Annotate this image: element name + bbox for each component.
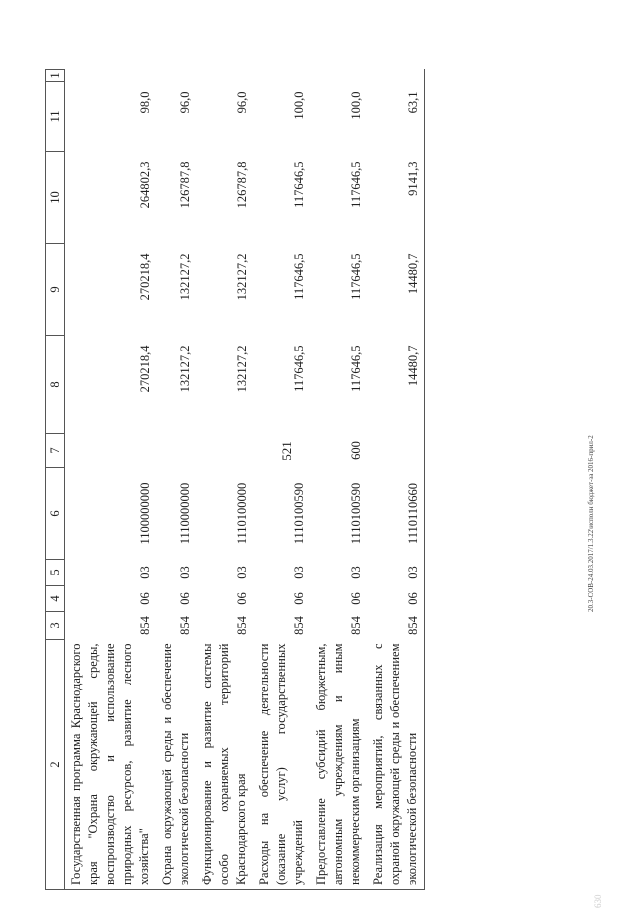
cell-c5: 03 bbox=[138, 566, 152, 579]
column-header: 4 bbox=[46, 586, 65, 612]
cell-c5: 03 bbox=[367, 560, 425, 586]
cell-c10: 117646,5 bbox=[292, 161, 306, 208]
column-header: 10 bbox=[46, 152, 65, 244]
table-row bbox=[156, 70, 196, 890]
cell-c11: 63,1 bbox=[367, 82, 425, 152]
table-row bbox=[65, 70, 157, 890]
cell-c7 bbox=[196, 434, 253, 468]
cell-c9: 270218,4 bbox=[138, 253, 152, 301]
cell-c1 bbox=[367, 70, 425, 82]
cell-c4: 06 bbox=[235, 592, 249, 605]
cell-c1 bbox=[65, 70, 157, 82]
row-name: Предоставление субсидий бюджетным, автономным учреждениям и иным некоммерческим организациям bbox=[310, 640, 367, 890]
cell-c8: 117646,5 bbox=[292, 345, 306, 392]
cell-c3: 854 bbox=[178, 616, 192, 635]
row-name: Охрана окружающей среды и обеспечение экологической безопасности bbox=[156, 640, 196, 890]
cell-c1 bbox=[253, 70, 310, 82]
column-header: 3 bbox=[46, 612, 65, 640]
cell-c11: 98,0 bbox=[138, 91, 152, 114]
cell-c5: 03 bbox=[292, 566, 306, 579]
table-row bbox=[367, 70, 425, 890]
table-row bbox=[253, 70, 310, 890]
column-header: 1 bbox=[46, 70, 65, 82]
cell-c11: 100,0 bbox=[349, 91, 363, 120]
cell-c1 bbox=[310, 70, 367, 82]
cell-c3: 854 bbox=[138, 616, 152, 635]
document-footer-code: 20.3-СОВ-24.03.2017/1.3.22\исполн бюджет-за 2016-прил-2 bbox=[587, 435, 595, 612]
cell-c9: 117646,5 bbox=[349, 253, 363, 300]
column-header: 2 bbox=[46, 640, 65, 890]
cell-c11: 96,0 bbox=[235, 91, 249, 114]
cell-c10: 126787,8 bbox=[178, 161, 192, 209]
cell-c9: 132127,2 bbox=[178, 253, 192, 301]
row-name: Расходы на обеспечение деятельности (оказание услуг) государственных учреждений bbox=[253, 640, 310, 890]
cell-c6: 1110110660 bbox=[367, 468, 425, 560]
cell-c5: 03 bbox=[235, 566, 249, 579]
row-name: Реализация мероприятий, связанных с охраной окружающей среды и обеспечением экологической безопасности bbox=[367, 640, 425, 890]
budget-execution-table bbox=[45, 69, 425, 890]
table-row bbox=[310, 70, 367, 890]
column-header: 11 bbox=[46, 82, 65, 152]
cell-c11: 100,0 bbox=[292, 91, 306, 120]
cell-c4: 06 bbox=[138, 592, 152, 605]
cell-c10: 126787,8 bbox=[235, 161, 249, 209]
column-number-row bbox=[46, 70, 65, 890]
cell-c8: 14480,7 bbox=[367, 336, 425, 434]
corner-page-note: 630 bbox=[593, 894, 603, 908]
cell-c3: 854 bbox=[349, 616, 363, 635]
cell-c10: 9141,3 bbox=[367, 152, 425, 244]
cell-c9: 132127,2 bbox=[235, 253, 249, 301]
cell-c4: 06 bbox=[292, 592, 306, 605]
cell-c4: 06 bbox=[349, 592, 363, 605]
budget-table-container bbox=[45, 70, 545, 890]
cell-c7 bbox=[253, 434, 310, 468]
cell-c10: 117646,5 bbox=[349, 161, 363, 208]
cell-c6: 1110000000 bbox=[178, 482, 192, 545]
row-name: Функционирование и развитие системы особо охраняемых территорий Краснодарского края bbox=[196, 640, 253, 890]
column-header: 9 bbox=[46, 244, 65, 336]
cell-c5: 03 bbox=[349, 566, 363, 579]
column-header: 7 bbox=[46, 434, 65, 468]
cell-c8: 132127,2 bbox=[178, 345, 192, 393]
row-name: Государственная программа Краснодарского края "Охрана окружающей среды, воспроизводство и использование природных ресурсов, развитие лесного хозяйства" bbox=[65, 640, 157, 890]
cell-c7: 600 bbox=[349, 441, 363, 460]
cell-c7 bbox=[65, 434, 157, 468]
cell-c6: 1110100000 bbox=[235, 482, 249, 545]
cell-c3: 854 bbox=[235, 616, 249, 635]
cell-c10: 264802,3 bbox=[138, 161, 152, 209]
cell-c5: 03 bbox=[178, 566, 192, 579]
column-header: 8 bbox=[46, 336, 65, 434]
cell-c1 bbox=[196, 70, 253, 82]
page-number: 521 bbox=[279, 441, 294, 461]
cell-c3: 854 bbox=[367, 612, 425, 640]
cell-c8: 132127,2 bbox=[235, 345, 249, 393]
cell-c6: 1110100590 bbox=[292, 482, 306, 545]
table-row bbox=[196, 70, 253, 890]
cell-c6: 1100000000 bbox=[138, 482, 152, 545]
cell-c9: 14480,7 bbox=[367, 244, 425, 336]
cell-c1 bbox=[156, 70, 196, 82]
column-header: 6 bbox=[46, 468, 65, 560]
cell-c11: 96,0 bbox=[178, 91, 192, 114]
cell-c4: 06 bbox=[178, 592, 192, 605]
cell-c3: 854 bbox=[292, 616, 306, 635]
cell-c8: 270218,4 bbox=[138, 345, 152, 393]
cell-c9: 117646,5 bbox=[292, 253, 306, 300]
cell-c4: 06 bbox=[367, 586, 425, 612]
cell-c8: 117646,5 bbox=[349, 345, 363, 392]
cell-c7 bbox=[367, 434, 425, 468]
cell-c7 bbox=[156, 434, 196, 468]
cell-c6: 1110100590 bbox=[349, 482, 363, 545]
column-header: 5 bbox=[46, 560, 65, 586]
